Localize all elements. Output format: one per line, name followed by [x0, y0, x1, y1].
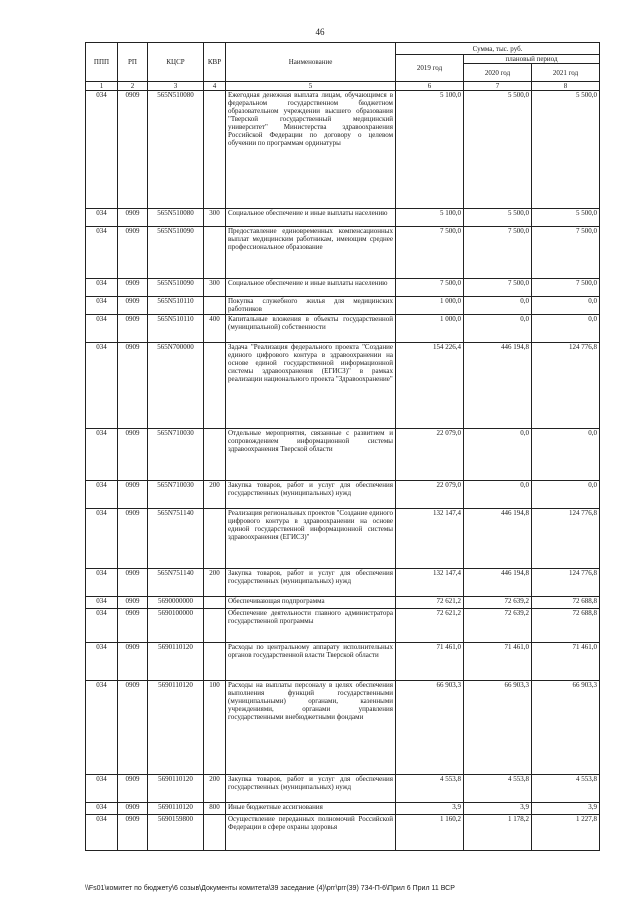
table-row: [86, 91, 600, 209]
row-ppp: 034: [86, 509, 118, 569]
page-number: 46: [315, 27, 325, 37]
row-2019: 5 100,0: [396, 91, 464, 209]
row-rp: 0909: [118, 681, 148, 775]
row-kvr: [204, 815, 226, 851]
row-2020: 0,0: [464, 429, 532, 481]
row-2021: 0,0: [532, 297, 600, 315]
row-kvr: [204, 297, 226, 315]
table-row: [86, 815, 600, 851]
row-2021: 66 903,3: [532, 681, 600, 775]
row-2019: 7 500,0: [396, 279, 464, 297]
row-ppp: 034: [86, 279, 118, 297]
row-kcsr: 565N751140: [148, 569, 204, 597]
row-rp: 0909: [118, 343, 148, 429]
row-2021: 1 227,8: [532, 815, 600, 851]
row-kcsr: 565N510080: [148, 91, 204, 209]
row-2020: 66 903,3: [464, 681, 532, 775]
row-rp: 0909: [118, 227, 148, 279]
header-kvr: КВР: [204, 43, 226, 82]
row-2021: 4 553,8: [532, 775, 600, 803]
row-2019: 22 079,0: [396, 429, 464, 481]
table-row: [86, 481, 600, 509]
row-2020: 0,0: [464, 297, 532, 315]
row-2019: 1 000,0: [396, 297, 464, 315]
table-row: [86, 209, 600, 227]
row-2021: 7 500,0: [532, 227, 600, 279]
row-kvr: 200: [204, 481, 226, 509]
col-number: 2: [118, 82, 148, 91]
row-2020: 0,0: [464, 315, 532, 343]
row-name: Закупка товаров, работ и услуг для обеспечения государственных (муниципальных) нужд: [226, 775, 396, 803]
row-name: Отдельные мероприятия, связанные с развитием и сопровождением информационной системы здравоохранения Тверской области: [226, 429, 396, 481]
row-kvr: 200: [204, 775, 226, 803]
table-header: [86, 43, 600, 82]
row-kcsr: 565N710030: [148, 429, 204, 481]
col-number: 4: [204, 82, 226, 91]
row-2021: 7 500,0: [532, 279, 600, 297]
col-number: 5: [226, 82, 396, 91]
row-kvr: [204, 91, 226, 209]
row-rp: 0909: [118, 643, 148, 681]
table-row: [86, 775, 600, 803]
header-2020: 2020 год: [464, 64, 532, 82]
row-rp: 0909: [118, 481, 148, 509]
row-2021: 0,0: [532, 481, 600, 509]
row-name: Расходы по центральному аппарату исполнительных органов государственной власти Тверской области: [226, 643, 396, 681]
row-rp: 0909: [118, 597, 148, 609]
row-rp: 0909: [118, 315, 148, 343]
row-2021: 5 500,0: [532, 209, 600, 227]
row-rp: 0909: [118, 815, 148, 851]
row-kvr: 300: [204, 279, 226, 297]
row-ppp: 034: [86, 209, 118, 227]
row-2019: 71 461,0: [396, 643, 464, 681]
row-rp: 0909: [118, 279, 148, 297]
row-2020: 4 553,8: [464, 775, 532, 803]
budget-table: [85, 42, 600, 851]
footer-file-path: \\Fs01\комитет по бюджету\6 созыв\Документы комитета\39 заседание (4)\prг\prг(39) 734-П-6\Прил 6 Прил 11 ВСР: [85, 885, 455, 892]
row-2020: 7 500,0: [464, 279, 532, 297]
row-2020: 0,0: [464, 481, 532, 509]
row-ppp: 034: [86, 315, 118, 343]
row-rp: 0909: [118, 429, 148, 481]
row-ppp: 034: [86, 775, 118, 803]
row-kcsr: 565N510090: [148, 279, 204, 297]
row-kvr: 200: [204, 569, 226, 597]
row-name: Обеспечивающая подпрограмма: [226, 597, 396, 609]
row-kcsr: 565N751140: [148, 509, 204, 569]
row-2019: 66 903,3: [396, 681, 464, 775]
row-kcsr: 565N710030: [148, 481, 204, 509]
row-kvr: 100: [204, 681, 226, 775]
row-ppp: 034: [86, 297, 118, 315]
table-row: [86, 429, 600, 481]
row-2020: 72 639,2: [464, 597, 532, 609]
row-name: Закупка товаров, работ и услуг для обеспечения государственных (муниципальных) нужд: [226, 481, 396, 509]
row-2021: 3,9: [532, 803, 600, 815]
row-name: Социальное обеспечение и иные выплаты населению: [226, 209, 396, 227]
row-rp: 0909: [118, 609, 148, 643]
table-row: [86, 609, 600, 643]
table-row: [86, 315, 600, 343]
row-kvr: [204, 643, 226, 681]
header-ppp: ППП: [86, 43, 118, 82]
row-kcsr: 565N510090: [148, 227, 204, 279]
row-kvr: [204, 597, 226, 609]
row-kvr: [204, 509, 226, 569]
row-name: Расходы на выплаты персоналу в целях обеспечения выполнения функций государственными (муниципальными) органами, казенными учреждениями, органами управления государственными внебюджетными фондами: [226, 681, 396, 775]
row-2019: 72 621,2: [396, 609, 464, 643]
row-ppp: 034: [86, 569, 118, 597]
table-row: [86, 643, 600, 681]
row-kcsr: 5690110120: [148, 643, 204, 681]
row-2020: 446 194,8: [464, 509, 532, 569]
row-ppp: 034: [86, 429, 118, 481]
row-2020: 446 194,8: [464, 343, 532, 429]
row-kvr: [204, 343, 226, 429]
row-2021: 124 776,8: [532, 569, 600, 597]
row-name: Закупка товаров, работ и услуг для обеспечения государственных (муниципальных) нужд: [226, 569, 396, 597]
row-2021: 5 500,0: [532, 91, 600, 209]
row-name: Обеспечение деятельности главного администратора государственной программы: [226, 609, 396, 643]
table-row: [86, 681, 600, 775]
row-2021: 72 688,8: [532, 597, 600, 609]
table-row: [86, 227, 600, 279]
row-kcsr: 5690110120: [148, 775, 204, 803]
header-2021: 2021 год: [532, 64, 600, 82]
row-ppp: 034: [86, 597, 118, 609]
row-2019: 5 100,0: [396, 209, 464, 227]
table-row: [86, 343, 600, 429]
row-kcsr: 5690159800: [148, 815, 204, 851]
row-2020: 3,9: [464, 803, 532, 815]
row-2021: 0,0: [532, 315, 600, 343]
row-ppp: 034: [86, 343, 118, 429]
row-kvr: [204, 609, 226, 643]
table-row: [86, 509, 600, 569]
row-kcsr: 5690110120: [148, 803, 204, 815]
row-2019: 1 160,2: [396, 815, 464, 851]
column-numbers-row: [86, 82, 600, 91]
row-2020: 5 500,0: [464, 91, 532, 209]
row-name: Осуществление переданных полномочий Российской Федерации в сфере охраны здоровья: [226, 815, 396, 851]
row-rp: 0909: [118, 297, 148, 315]
table-row: [86, 597, 600, 609]
row-2021: 124 776,8: [532, 343, 600, 429]
row-rp: 0909: [118, 209, 148, 227]
row-2019: 3,9: [396, 803, 464, 815]
row-name: Социальное обеспечение и иные выплаты населению: [226, 279, 396, 297]
header-sum: Сумма, тыс. руб.: [396, 43, 600, 55]
header-planned: плановый период: [464, 55, 600, 64]
row-ppp: 034: [86, 643, 118, 681]
row-2020: 1 178,2: [464, 815, 532, 851]
col-number: 3: [148, 82, 204, 91]
row-kcsr: 5690110120: [148, 681, 204, 775]
row-2019: 1 000,0: [396, 315, 464, 343]
row-name: Реализация региональных проектов "Создание единого цифрового контура в здравоохранении на основе единой государственной информационной системы здравоохранения (ЕГИСЗ)": [226, 509, 396, 569]
row-2021: 72 688,8: [532, 609, 600, 643]
row-name: Покупка служебного жилья для медицинских работников: [226, 297, 396, 315]
row-2021: 71 461,0: [532, 643, 600, 681]
row-kcsr: 565N700000: [148, 343, 204, 429]
row-kcsr: 5690000000: [148, 597, 204, 609]
row-kcsr: 565N510110: [148, 297, 204, 315]
table-row: [86, 569, 600, 597]
table-row: [86, 803, 600, 815]
row-2019: 154 226,4: [396, 343, 464, 429]
col-number: 1: [86, 82, 118, 91]
row-kvr: 400: [204, 315, 226, 343]
row-name: Иные бюджетные ассигнования: [226, 803, 396, 815]
row-2020: 446 194,8: [464, 569, 532, 597]
header-name: Наименование: [226, 43, 396, 82]
table-row: [86, 279, 600, 297]
row-kvr: [204, 429, 226, 481]
row-rp: 0909: [118, 569, 148, 597]
table-body: [86, 82, 600, 851]
row-kcsr: 565N510110: [148, 315, 204, 343]
row-name: Задача "Реализация федерального проекта "Создание единого цифрового контура в здравоохранении на основе единой государственной информационной системы здравоохранения (ЕГИСЗ)" в рамках реализации национального проекта "Здравоохранение": [226, 343, 396, 429]
col-number: 7: [464, 82, 532, 91]
row-2019: 7 500,0: [396, 227, 464, 279]
row-ppp: 034: [86, 91, 118, 209]
row-name: Капитальные вложения в объекты государственной (муниципальной) собственности: [226, 315, 396, 343]
row-2020: 72 639,2: [464, 609, 532, 643]
row-2020: 7 500,0: [464, 227, 532, 279]
row-2019: 72 621,2: [396, 597, 464, 609]
row-ppp: 034: [86, 609, 118, 643]
row-rp: 0909: [118, 509, 148, 569]
row-ppp: 034: [86, 227, 118, 279]
table-row: [86, 297, 600, 315]
row-name: Ежегодная денежная выплата лицам, обучающимся в федеральном государственном бюджетном образовательном учреждении высшего образования "Тверской государственный медицинский университет" Министерства здравоохранения Российской Федерации по договору о целевом обучении по программам ординатуры: [226, 91, 396, 209]
header-2019: 2019 год: [396, 55, 464, 82]
col-number: 6: [396, 82, 464, 91]
row-ppp: 034: [86, 815, 118, 851]
row-kvr: 300: [204, 209, 226, 227]
row-2019: 132 147,4: [396, 569, 464, 597]
row-kcsr: 5690100000: [148, 609, 204, 643]
row-rp: 0909: [118, 803, 148, 815]
row-2021: 0,0: [532, 429, 600, 481]
row-2021: 124 776,8: [532, 509, 600, 569]
row-2019: 4 553,8: [396, 775, 464, 803]
header-kcsr: КЦСР: [148, 43, 204, 82]
row-2020: 71 461,0: [464, 643, 532, 681]
row-2020: 5 500,0: [464, 209, 532, 227]
row-ppp: 034: [86, 481, 118, 509]
row-2019: 22 079,0: [396, 481, 464, 509]
row-rp: 0909: [118, 91, 148, 209]
row-ppp: 034: [86, 681, 118, 775]
row-kvr: 800: [204, 803, 226, 815]
row-ppp: 034: [86, 803, 118, 815]
col-number: 8: [532, 82, 600, 91]
row-kvr: [204, 227, 226, 279]
row-name: Предоставление единовременных компенсационных выплат медицинским работникам, имеющим среднее профессиональное образование: [226, 227, 396, 279]
header-rp: РП: [118, 43, 148, 82]
row-rp: 0909: [118, 775, 148, 803]
row-kcsr: 565N510080: [148, 209, 204, 227]
row-2019: 132 147,4: [396, 509, 464, 569]
